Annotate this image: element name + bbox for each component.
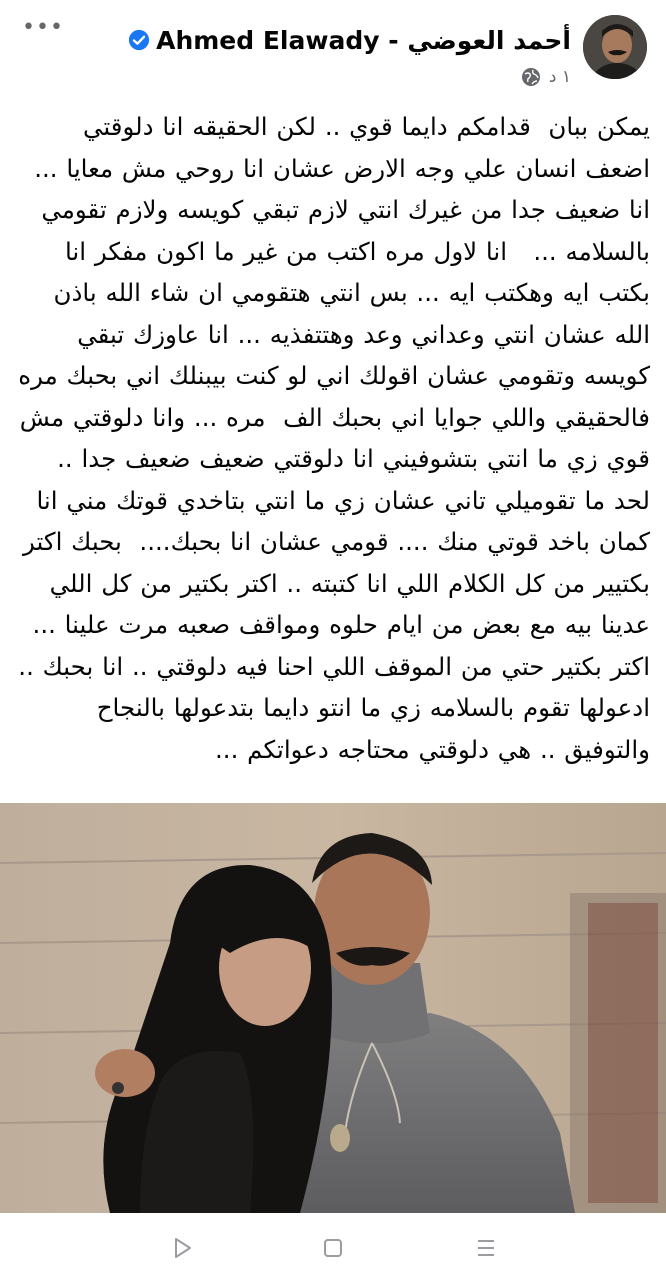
post-body-text: يمكن ببان قدامكم دايما قوي .. لكن الحقيقه انا دلوقتي اضعف انسان علي وجه الارض عشان انا روحي مش معايا ... انا ضعيف جدا من غيرك انتي لازم تبقي كويسه ولازم تقومي بالسلامه ... انا لاول مره اكتب من غير ما اكون مفكر انا بكتب ايه وهكتب ايه ... بس انتي هتقومي ان شاء الله باذن الله عشان انتي وعداني وعد وهتتفذيه ... انا عاوزك تبقي كويسه وتقومي عشان اقولك اني لو كنت بيبنلك اني بحبك مره فالحقيقي واللي جوايا اني بحبك الف مره ... وانا دلوقتي مش قوي زي ما انتي بتشوفيني انا دلوقتي ضعيف ضعيف جدا .. لحد ما تقوميلي تاني عشان زي ما انتي بتاخدي قوتك مني انا كمان باخد قوتي منك .... قومي عشان انا بحبك.... بحبك اكتر بكتيير من كل الكلام اللي انا كتبته .. اكتر بكتير من كل اللي عدينا بيه مع بعض من ايام حلوه ومواقف صعبه مرت علينا ... اكتر بكتير حتي من الموقف اللي احنا فيه دلوقتي .. انا بحبك .. ادعولها تقوم بالسلامه زي ما انتو دايما بتدعولها بالنجاح والتوفيق .. هي دلوقتي محتاجه دعواتكم ... bbox=[18, 112, 650, 764]
recents-lines-icon[interactable] bbox=[471, 1233, 501, 1263]
post-timestamp[interactable]: ١ د bbox=[548, 67, 571, 87]
author-row bbox=[128, 20, 571, 60]
home-square-icon[interactable] bbox=[318, 1233, 348, 1263]
post-header bbox=[0, 0, 666, 100]
author-avatar[interactable] bbox=[583, 15, 647, 79]
back-triangle-icon[interactable] bbox=[168, 1233, 198, 1263]
author-name[interactable]: Ahmed Elawady - أحمد العوضي bbox=[156, 25, 571, 55]
post-meta bbox=[521, 64, 571, 90]
post-photo[interactable] bbox=[0, 803, 666, 1213]
more-options-button[interactable]: ••• bbox=[22, 15, 64, 40]
system-nav-bar bbox=[0, 1213, 666, 1280]
verified-badge-icon bbox=[128, 29, 150, 51]
globe-icon bbox=[521, 67, 541, 87]
